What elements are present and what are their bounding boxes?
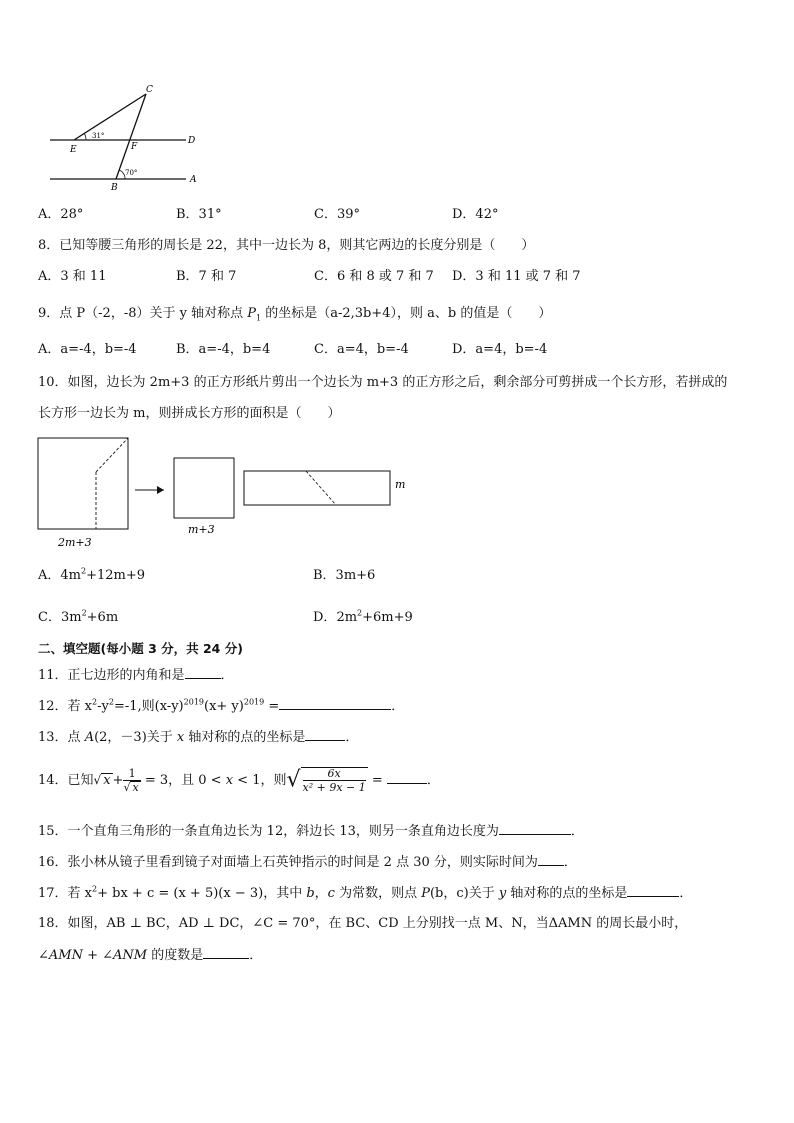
q17-e: c xyxy=(327,886,335,901)
label-2m3: 2m+3 xyxy=(58,536,92,549)
q10-stem-line1: 10．如图，边长为 2m+3 的正方形纸片剪出一个边长为 m+3 的正方形之后，剩余部分可剪拼成一个长方形，若拼成的 xyxy=(38,375,728,390)
q16-period: ． xyxy=(563,855,577,870)
label-F: F xyxy=(131,142,138,152)
q10-option-c xyxy=(38,609,118,627)
q12-s1: 2 xyxy=(92,697,98,707)
section-fill-in-title: 二、填空题(每小题 3 分，共 24 分) xyxy=(38,641,243,656)
q18-angles: ∠AMN + ∠ANM xyxy=(38,948,148,963)
q15-blank[interactable] xyxy=(499,822,571,835)
label-D: D xyxy=(188,136,196,146)
q17-b: + bx + c = (x + 5)(x − 3)，其中 xyxy=(97,886,307,901)
q9-stem-a: 9．点 P（-2，-8）关于 y 轴对称点 xyxy=(38,306,248,321)
q10-optC-prefix: C． xyxy=(38,610,61,625)
q11-text: 11．正七边形的内角和是 xyxy=(38,668,185,683)
q10-optC-a: 3m xyxy=(60,610,82,625)
q13-a: 13．点 xyxy=(38,730,85,745)
q14-sqrt-x: x xyxy=(103,773,111,788)
label-A: A xyxy=(190,175,197,185)
q14-frac2-den: x² + 9x − 1 xyxy=(302,781,366,794)
q17-h: (b，c)关于 xyxy=(429,886,499,901)
q10-option-d xyxy=(313,609,413,627)
q14-a: 14．已知 xyxy=(38,773,94,788)
q13-b: A xyxy=(84,730,95,745)
q12-a: 12．若 x xyxy=(38,699,93,714)
q17-i: y xyxy=(498,886,507,901)
q17-d: ， xyxy=(314,886,328,901)
q17-period: ． xyxy=(679,886,693,901)
q9-stem-b: 的坐标是（a-2,3b+4），则 a、b 的值是（ ） xyxy=(261,306,552,321)
label-E: E xyxy=(70,145,77,155)
q11-period: ． xyxy=(220,668,234,683)
q13-blank[interactable] xyxy=(305,728,345,741)
q10-optA-a: 4m xyxy=(60,568,81,583)
label-m: m xyxy=(395,478,406,491)
q18-period: ． xyxy=(249,948,263,963)
q17-j: 轴对称的点的坐标是 xyxy=(506,886,628,901)
q7-option-d: D．42° xyxy=(452,207,499,222)
q17-f: 为常数，则点 xyxy=(334,886,422,901)
q14-eq2: = xyxy=(367,773,387,788)
q10-optC-sup: 2 xyxy=(81,608,87,618)
q14-frac2-num: 6x xyxy=(303,768,366,781)
q16-blank[interactable] xyxy=(538,853,564,866)
q10-optD-a: 2m xyxy=(336,610,358,625)
q10-optD-sup: 2 xyxy=(357,608,363,618)
q7-option-c: C．39° xyxy=(314,207,360,222)
q14-fraction xyxy=(123,768,140,794)
q10-optA-prefix: A． xyxy=(38,568,61,583)
q12-s3: 2019 xyxy=(183,697,204,707)
q11-blank[interactable] xyxy=(185,666,221,679)
q15-text: 15．一个直角三角形的一条直角边长为 12，斜边长 13，则另一条直角边长度为 xyxy=(38,824,499,839)
arrow-head xyxy=(157,486,164,494)
label-B: B xyxy=(111,183,118,193)
q9-option-c: C．a=4，b=-4 xyxy=(314,342,409,357)
q12-e: = xyxy=(264,699,280,714)
angle-label-31: 31° xyxy=(92,132,105,140)
q9-stem xyxy=(38,305,551,328)
q14-eq: = 3，且 0 < xyxy=(140,773,226,788)
q8-stem: 8．已知等腰三角形的周长是 22，其中一边长为 8，则其它两边的长度分别是（ ） xyxy=(38,238,535,253)
q12-d: (x+ y) xyxy=(204,699,244,714)
q12-b: -y xyxy=(97,699,109,714)
q16 xyxy=(38,853,577,872)
q14-frac-den-x: x xyxy=(132,780,139,794)
q12-c: =-1,则(x-y) xyxy=(113,699,184,714)
q17-s: 2 xyxy=(92,884,98,894)
segment-EC xyxy=(74,94,146,140)
q7-option-a: A．28° xyxy=(38,207,84,222)
q17 xyxy=(38,884,692,903)
q17-blank[interactable] xyxy=(627,884,679,897)
small-square xyxy=(174,458,234,518)
q12-period: ． xyxy=(391,699,405,714)
q13-d: x xyxy=(176,730,185,745)
big-square xyxy=(38,438,128,529)
q9-subscript: 1 xyxy=(255,313,262,323)
q14-period: ． xyxy=(426,773,440,788)
q13-period: ． xyxy=(345,730,359,745)
square-cut-figure xyxy=(36,436,416,550)
q8-option-c: C．6 和 8 或 7 和 7 xyxy=(314,269,434,284)
q10-option-a xyxy=(38,567,145,585)
result-rectangle xyxy=(244,471,390,505)
q10-optD-b: +6m+9 xyxy=(362,610,413,625)
q15 xyxy=(38,822,584,841)
q9-option-d: D．a=4，b=-4 xyxy=(452,342,548,357)
angle-label-70: 70° xyxy=(125,169,138,177)
q10-optA-b: +12m+9 xyxy=(86,568,146,583)
q16-text: 16．张小林从镜子里看到镜子对面墙上石英钟指示的时间是 2 点 30 分，则实际时间为 xyxy=(38,855,538,870)
q18-line2b: 的度数是 xyxy=(147,948,204,963)
label-m3: m+3 xyxy=(188,523,215,536)
q14-mid: < 1，则 xyxy=(233,773,287,788)
q15-period: ． xyxy=(570,824,584,839)
rectangle-cut-d xyxy=(306,471,336,505)
angle-arc-top xyxy=(84,133,86,140)
q17-c: b xyxy=(306,886,315,901)
q10-option-b: B．3m+6 xyxy=(313,568,376,583)
q9-option-a: A．a=-4，b=-4 xyxy=(38,342,137,357)
q10-stem-line2: 长方形一边长为 m，则拼成长方形的面积是（ ） xyxy=(38,406,341,421)
q13 xyxy=(38,728,358,747)
big-square-cut-d xyxy=(96,438,128,472)
parallel-lines-figure xyxy=(40,82,210,194)
q7-option-b: B．31° xyxy=(176,207,222,222)
q8-option-b: B．7 和 7 xyxy=(176,269,237,284)
segment-BC xyxy=(116,94,146,179)
q9-option-b: B．a=-4，b=4 xyxy=(176,342,271,357)
q12-s2: 2 xyxy=(108,697,114,707)
q12 xyxy=(38,697,404,716)
label-C: C xyxy=(146,85,153,95)
q12-s4: 2019 xyxy=(243,697,265,707)
q14-blank[interactable] xyxy=(387,771,427,784)
q17-g: P xyxy=(421,886,430,901)
q14-big-sqrt xyxy=(301,767,368,794)
q14: 14．已知√ x + $\frac{1}{√ x}$ = 3，且 0 < x < 1，则√ $\frac{6x}{\text{x² + 9x − 1}}$ = ． xyxy=(38,766,440,794)
q14-fraction-2 xyxy=(303,768,366,794)
q13-c: (2，－3)关于 xyxy=(94,730,177,745)
q18-line1: 18．如图，AB ⊥ BC，AD ⊥ DC，∠C = 70°，在 BC、CD 上分别找一点 M、N，当ΔAMN 的周长最小时， xyxy=(38,916,688,931)
q14-frac-den: √ x xyxy=(123,780,139,794)
q8-option-d: D．3 和 11 或 7 和 7 xyxy=(452,269,581,284)
q10-optD-prefix: D． xyxy=(313,610,337,625)
q10-optA-sup: 2 xyxy=(81,566,87,576)
q11 xyxy=(38,666,234,685)
q12-blank[interactable] xyxy=(279,697,391,710)
q18-blank[interactable] xyxy=(203,946,249,959)
q14-plus: + xyxy=(112,773,124,788)
q10-optC-b: +6m xyxy=(86,610,119,625)
q17-a: 17．若 x xyxy=(38,886,93,901)
q18-line2 xyxy=(38,946,262,965)
q8-option-a: A．3 和 11 xyxy=(38,269,107,284)
q14-frac-num: 1 xyxy=(123,768,140,781)
q13-e: 轴对称的点的坐标是 xyxy=(184,730,306,745)
q9-point: P xyxy=(247,306,256,321)
q14-x2: x xyxy=(225,773,234,788)
